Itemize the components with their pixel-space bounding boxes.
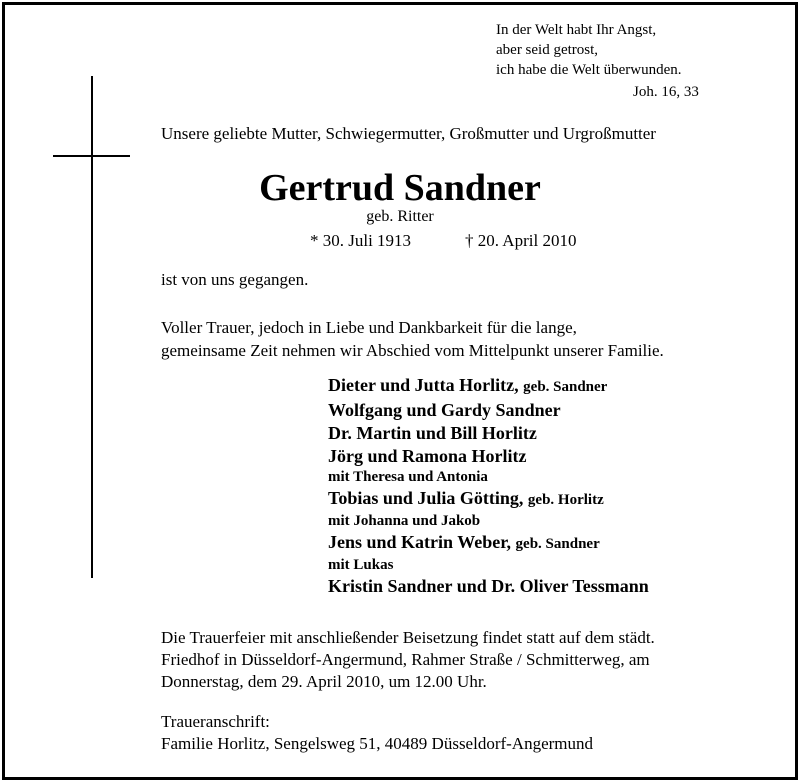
mourning-address xyxy=(161,711,593,755)
bible-quote xyxy=(496,20,682,80)
mourner-names: Jens und Katrin Weber, xyxy=(328,532,512,552)
mourner-children: mit Johanna und Jakob xyxy=(328,513,481,529)
mourner-children: mit Theresa und Antonia xyxy=(328,469,488,485)
maiden-name: geb. Ritter xyxy=(366,208,434,225)
address-label: Traueranschrift: xyxy=(161,712,270,731)
farewell-text xyxy=(161,316,664,362)
farewell-line: Voller Trauer, jedoch in Liebe und Dankbarkeit für die lange, xyxy=(161,318,577,337)
mourner-line: Wolfgang und Gardy Sandner xyxy=(328,400,561,420)
quote-line: ich habe die Welt überwunden. xyxy=(496,62,682,78)
ceremony-info xyxy=(161,627,655,693)
mourner-line: Dr. Martin und Bill Horlitz xyxy=(328,423,537,443)
mourner-line: Kristin Sandner und Dr. Oliver Tessmann xyxy=(328,576,649,596)
mourner-nee: geb. Sandner xyxy=(523,379,608,395)
mourner-line xyxy=(328,374,649,399)
quote-line: aber seid getrost, xyxy=(496,42,599,58)
mourner-names: Dieter und Jutta Horlitz, xyxy=(328,375,519,395)
mourner-line: Jörg und Ramona Horlitz xyxy=(328,446,527,466)
mourner-line xyxy=(328,487,649,512)
farewell-line: gemeinsame Zeit nehmen wir Abschied vom Mittelpunkt unserer Familie. xyxy=(161,341,664,360)
mourner-nee: geb. Sandner xyxy=(515,536,600,552)
deceased-name: Gertrud Sandner xyxy=(259,167,541,209)
mourner-line xyxy=(328,531,649,556)
ceremony-line: Donnerstag, dem 29. April 2010, um 12.00 Uhr. xyxy=(161,672,487,691)
intro-line: Unsere geliebte Mutter, Schwiegermutter, Großmutter und Urgroßmutter xyxy=(161,124,656,143)
cross-vertical-bar xyxy=(91,76,93,578)
birth-date: * 30. Juli 1913 xyxy=(310,231,412,250)
ceremony-line: Die Trauerfeier mit anschließender Beisetzung findet statt auf dem städt. xyxy=(161,628,655,647)
death-date: † 20. April 2010 xyxy=(465,231,577,250)
mourner-children: mit Lukas xyxy=(328,557,394,573)
mourner-names: Tobias und Julia Götting, xyxy=(328,488,524,508)
mourner-nee: geb. Horlitz xyxy=(527,492,604,508)
ceremony-line: Friedhof in Düsseldorf-Angermund, Rahmer Straße / Schmitterweg, am xyxy=(161,650,650,669)
passed-away-line: ist von uns gegangen. xyxy=(161,270,309,289)
quote-reference: Joh. 16, 33 xyxy=(633,84,699,100)
address-value: Familie Horlitz, Sengelsweg 51, 40489 Düsseldorf-Angermund xyxy=(161,734,594,753)
quote-line: In der Welt habt Ihr Angst, xyxy=(496,22,657,38)
mourners-list xyxy=(328,374,649,598)
cross-horizontal-bar xyxy=(53,155,130,157)
